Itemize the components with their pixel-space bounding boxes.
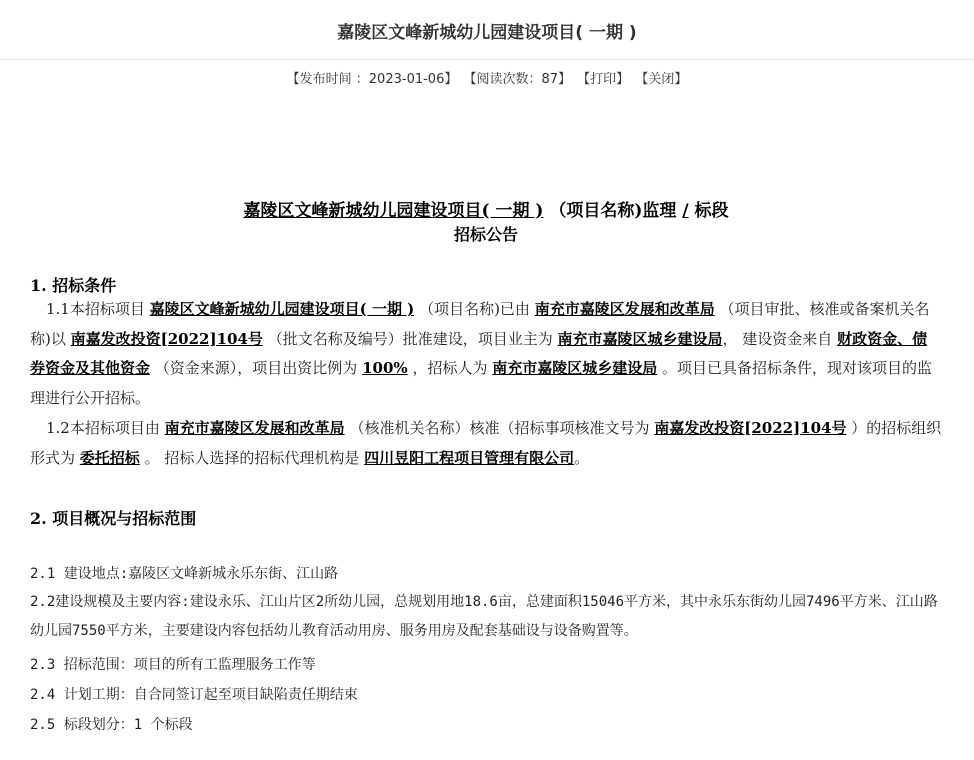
text-segment: （项目审批、核准或备案机关名称)以 [30, 300, 930, 348]
approver-name: 南充市嘉陵区发展和改革局 [534, 300, 715, 318]
text-segment: ， 建设资金来自 [722, 329, 833, 348]
agent-name: 四川昱阳工程项目管理有限公司 [364, 448, 575, 467]
section2-item1: 2.1 建设地点:嘉陵区文峰新城永乐东街、江山路 [30, 566, 339, 582]
section2-item5: 2.5 标段划分：1 个标段 [30, 717, 193, 733]
fund-source: 财政资金、债券资金及其他资金 [30, 329, 928, 377]
project-name: 嘉陵区文峰新城幼儿园建设项目( 一期 ) [149, 300, 415, 318]
section2-item3: 2.3 招标范围：项目的所有工监理服务工作等 [30, 657, 316, 673]
section2-heading: 2. 项目概况与招标范围 [30, 509, 197, 528]
approval-doc: 南嘉发改投资[2022]104号 [70, 329, 263, 348]
notice-title-slash: / [682, 201, 689, 221]
owner-name: 南充市嘉陵区城乡建设局 [557, 329, 723, 348]
tenderer-name: 南充市嘉陵区城乡建设局 [492, 359, 658, 377]
text-segment: （核准机关名称）核准（招标事项核准文号为 [349, 419, 650, 437]
notice-title-project: 嘉陵区文峰新城幼儿园建设项目( 一期 ) [243, 201, 544, 221]
section1-paragraph1 [30, 295, 942, 413]
text-segment: （项目名称)已由 [419, 300, 530, 318]
title-divider [0, 59, 974, 60]
fund-ratio: 100% [362, 359, 408, 377]
section2-item4: 2.4 计划工期：自合同签订起至项目缺陷责任期结束 [30, 687, 358, 703]
text-segment: （批文名称及编号）批准建设，项目业主为 [267, 329, 553, 348]
read-count: 【阅读次数：87】 [463, 72, 572, 87]
text-segment: 1.1本招标项目 [46, 300, 145, 318]
text-segment: 。项目已具备招标条件，现对该项目的监理进行公开招标。 [30, 359, 933, 407]
section1-paragraph2 [30, 414, 942, 473]
text-segment: ）的招标组织形式为 [30, 419, 942, 467]
notice-title [30, 196, 942, 221]
text-segment: ，招标人为 [412, 359, 488, 377]
article-meta [0, 68, 974, 87]
page-title: 嘉陵区文峰新城幼儿园建设项目( 一期 ) [337, 23, 637, 43]
text-segment: 。 [574, 448, 590, 467]
notice-title-mid: （项目名称)监理 [549, 201, 677, 221]
notice-subtitle: 招标公告 [453, 225, 518, 244]
close-link[interactable]: 【关闭】 [635, 72, 688, 87]
text-segment: （资金来源），项目出资比例为 [154, 359, 358, 377]
notice-title-end: 标段 [694, 201, 729, 221]
tender-form: 委托招标 [79, 448, 140, 467]
approver-name: 南充市嘉陵区发展和改革局 [164, 419, 345, 437]
approval-doc: 南嘉发改投资[2022]104号 [654, 419, 847, 437]
publish-time: 【发布时间 ：2023-01-06】 [286, 72, 458, 87]
section2-item2: 2.2建设规模及主要内容:建设永乐、江山片区2所幼儿园，总规划用地18.6亩，总建面积15046平方米，其中永乐东街幼儿园7496平方米、江山路幼儿园7550平方米，主要建设内容包括幼儿教育活动用房、服务用房及配套基础设与设备购置等。 [30, 594, 938, 639]
section1-heading: 1. 招标条件 [30, 276, 117, 295]
print-link[interactable]: 【打印】 [577, 72, 630, 87]
text-segment: 1.2本招标项目由 [46, 419, 160, 437]
text-segment: 。 招标人选择的招标代理机构是 [144, 448, 360, 467]
